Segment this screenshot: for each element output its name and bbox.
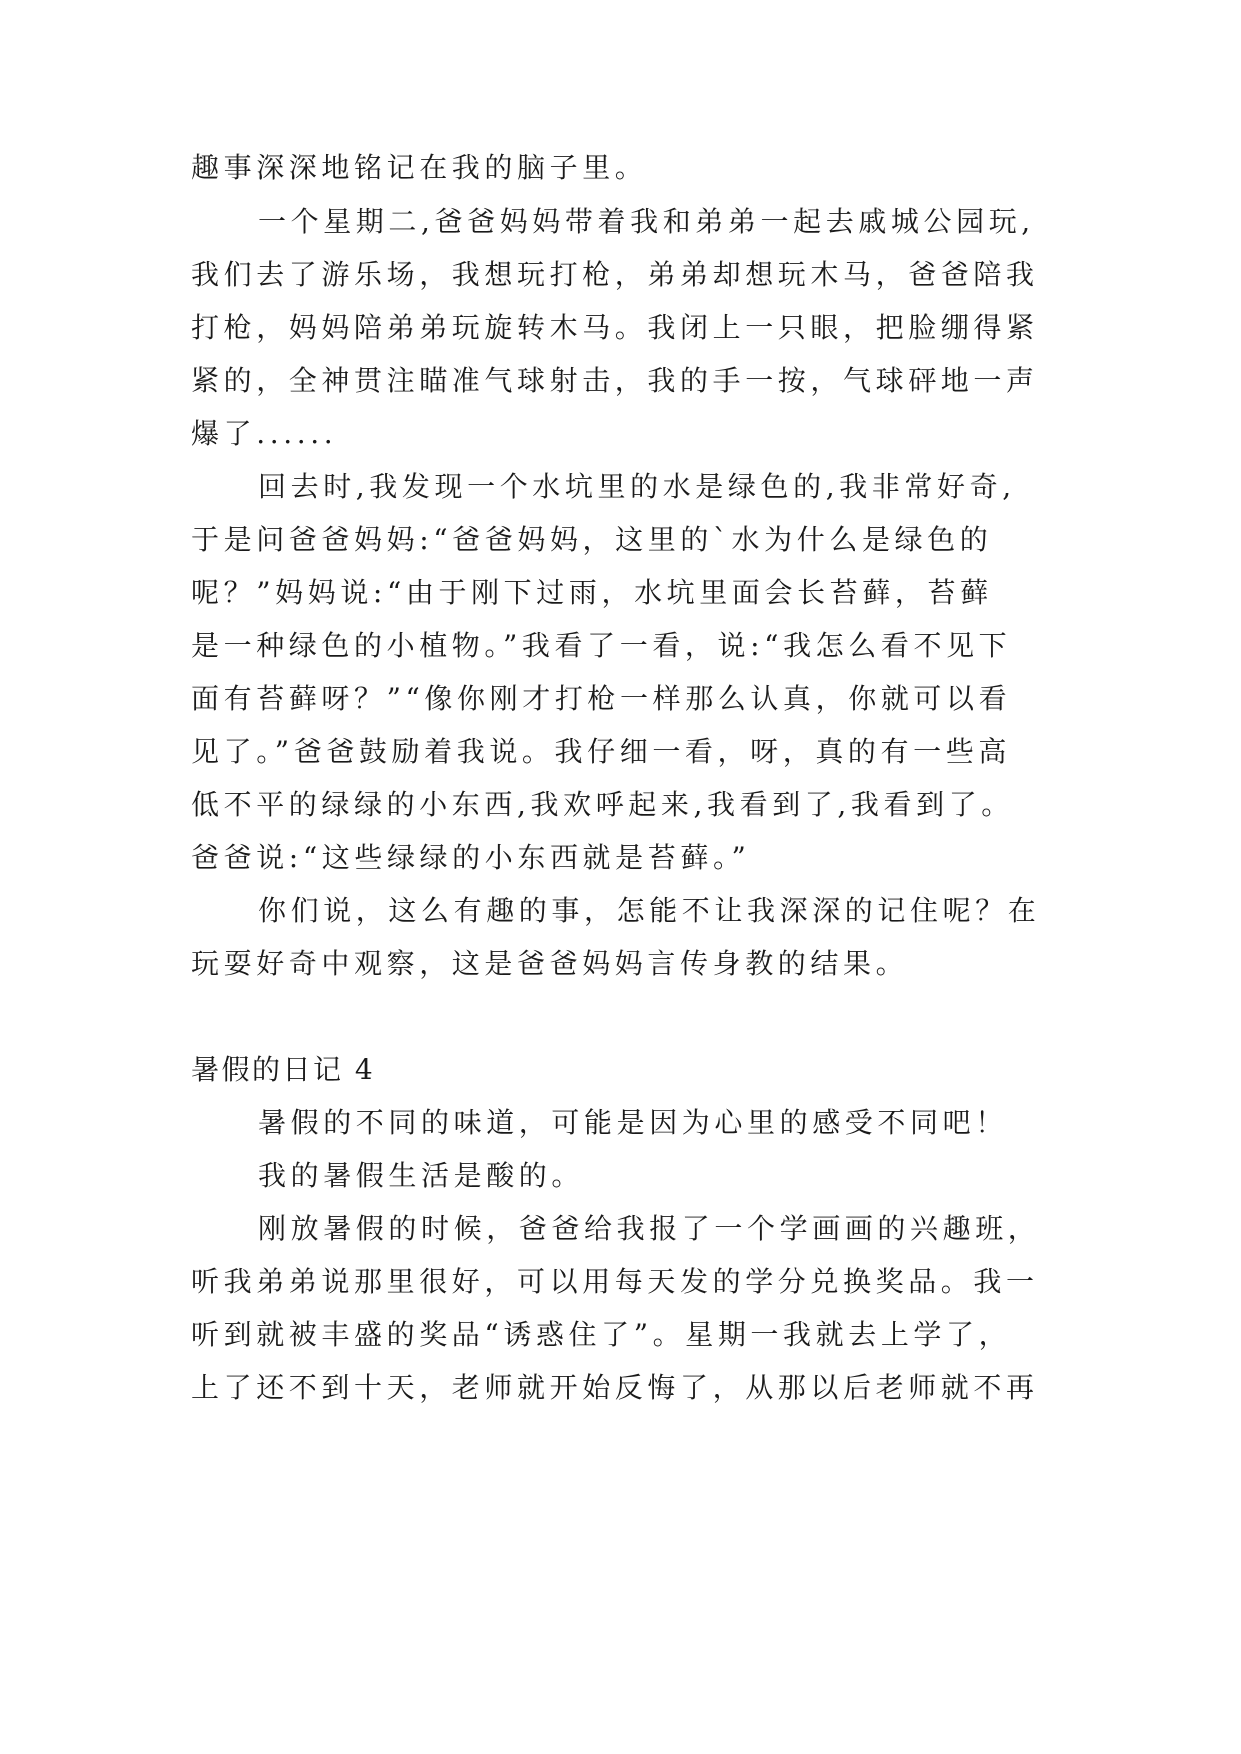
paragraph-first-line: 暑假的不同的味道，可能是因为心里的感受不同吧！ [258, 1106, 1008, 1139]
body-text-line: 上了还不到十天，老师就开始反悔了，从那以后老师就不再 [191, 1371, 1039, 1404]
body-text-line: 趣事深深地铭记在我的脑子里。 [191, 151, 648, 184]
section-title: 暑假的日记 4 [191, 1053, 376, 1086]
body-text-line: 爸爸说:“这些绿绿的小东西就是苔藓。” [191, 841, 751, 874]
paragraph-first-line: 你们说，这么有趣的事，怎能不让我深深的记住呢？在 [258, 894, 1041, 927]
paragraph-first-line: 我的暑假生活是酸的。 [258, 1159, 585, 1192]
body-text-line: 听到就被丰盛的奖品“诱惑住了”。星期一我就去上学了， [191, 1318, 1012, 1351]
paragraph-first-line: 刚放暑假的时候，爸爸给我报了一个学画画的兴趣班， [258, 1212, 1041, 1245]
body-text-line: 于是问爸爸妈妈:“爸爸妈妈，这里的`水为什么是绿色的 [191, 523, 993, 556]
body-text-line: 玩耍好奇中观察，这是爸爸妈妈言传身教的结果。 [191, 947, 909, 980]
body-text-line: 打枪，妈妈陪弟弟玩旋转木马。我闭上一只眼，把脸绷得紧 [191, 311, 1039, 344]
body-text-line: 我们去了游乐场，我想玩打枪，弟弟却想玩木马，爸爸陪我 [191, 258, 1039, 291]
body-text-line: 爆了...... [191, 417, 338, 450]
paragraph-first-line: 一个星期二,爸爸妈妈带着我和弟弟一起去戚城公园玩, [258, 205, 1035, 238]
body-text-line: 听我弟弟说那里很好，可以用每天发的学分兑换奖品。我一 [191, 1265, 1039, 1298]
body-text-line: 是一种绿色的小植物。”我看了一看，说:“我怎么看不见下 [191, 629, 1012, 662]
body-text-line: 呢？”妈妈说:“由于刚下过雨，水坑里面会长苔藓，苔藓 [191, 576, 993, 609]
body-text-line: 面有苔藓呀？”“像你刚才打枪一样那么认真，你就可以看 [191, 682, 1012, 715]
body-text-line: 紧的，全神贯注瞄准气球射击，我的手一按，气球砰地一声 [191, 364, 1039, 397]
body-text-line: 见了。”爸爸鼓励着我说。我仔细一看，呀，真的有一些高 [191, 735, 1011, 768]
paragraph-first-line: 回去时,我发现一个水坑里的水是绿色的,我非常好奇, [258, 470, 1016, 503]
body-text-line: 低不平的绿绿的小东西,我欢呼起来,我看到了,我看到了。 [191, 788, 1014, 821]
